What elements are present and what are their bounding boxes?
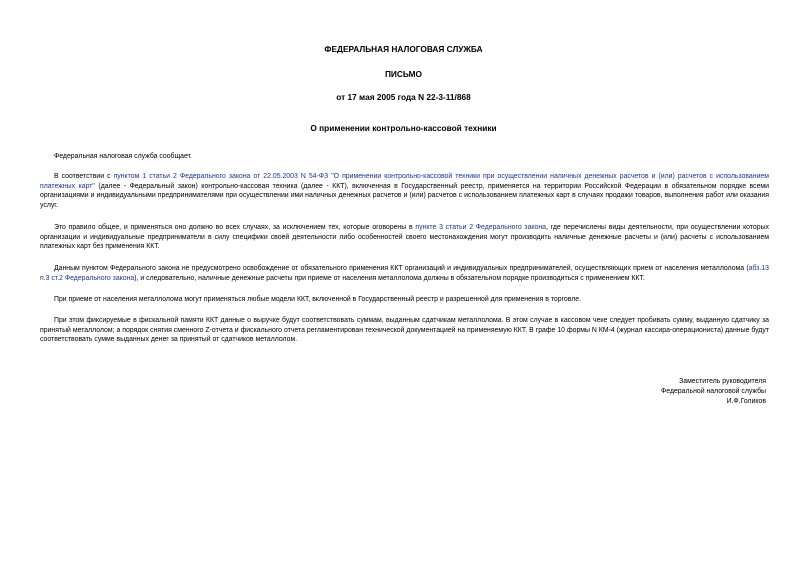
paragraph-scrap-metal — [40, 264, 769, 283]
law-link-article-2-point-1[interactable]: пунктом 1 статьи 2 Федерального закона от 22.05.2003 N 54-ФЗ "О применении контрольно-кассовой техники при осуществлении наличных денежных расчетов и (или) расчетов с использованием платежных карт" — [40, 173, 769, 190]
paragraph-text: Данным пунктом Федерального закона не предусмотрено освобождение от обязательного применения ККТ организаций и индивидуальных предпринимателей, осуществляющих прием от населения металлолома ( — [54, 265, 749, 272]
signature-name: И.Ф.Голиков — [726, 398, 766, 405]
signature-block — [661, 377, 766, 407]
paragraph-text: Это правило общее, и применяться оно должно во всех случаях, за исключением тех, которые оговорены в — [54, 224, 416, 231]
signature-position: Заместитель руководителя — [679, 378, 766, 385]
agency-title: ФЕДЕРАЛЬНАЯ НАЛОГОВАЯ СЛУЖБА — [324, 44, 483, 54]
law-link-paragraph-13[interactable]: абз.13 п.3 ст.2 Федерального закона — [40, 265, 769, 282]
document-subject: О применении контрольно-кассовой техники — [310, 123, 497, 133]
paragraph-text: , где перечислены виды деятельности, при осуществлении которых организации и индивидуальные предприниматели в силу специфики своей деятельности либо особенностей своего местонахождения могут производить наличные денежные расчеты и (или) расчеты с использованием платежных карт без применения ККТ. — [40, 224, 769, 251]
document-type: ПИСЬМО — [384, 69, 423, 79]
document-date-number: от 17 мая 2005 года N 22-3-11/868 — [336, 92, 471, 102]
paragraph-text: (далее - Федеральный закон) контрольно-кассовая техника (далее - ККТ), включенная в Государственный реестр, применяется на территории Российской Федерации в обязательном порядке всеми организациями и индивидуальными предпринимателями при осуществлении ими наличных денежных расчетов и (или) расчетов с использованием платежных карт в случаях продажи товаров, выполнения работ или оказания услуг. — [40, 182, 769, 209]
paragraph-models: При приеме от населения металлолома могут применяться любые модели ККТ, включенной в Государственный реестр и разрешенной для применения в торговле. — [54, 296, 582, 303]
law-link-article-2-point-3[interactable]: пункте 3 статьи 2 Федерального закона — [415, 224, 546, 231]
paragraph-general-rule — [40, 223, 769, 252]
paragraph-text: ), и следовательно, наличные денежные расчеты при приеме от населения металлолома должны в обязательном порядке производиться с применением ККТ. — [134, 274, 645, 282]
paragraph-fiscal-memory: При этом фиксируемые в фискальной памяти ККТ данные о выручке будут соответствовать суммам, выданным сдатчикам металлолома. В этом случае в кассовом чеке следует пробивать сумму, выданную сдатчику за принятый металлолом; а порядок снятия сменного Z-отчета и фискального отчета регламентирован технической документацией на применяемую ККТ. В графе 10 формы N КМ-4 (журнал кассира-операциониста) данные будут соответствовать сумме выданных денег за принятый от сдатчиков металлолом. — [40, 317, 769, 344]
paragraph-intro: Федеральная налоговая служба сообщает. — [54, 153, 192, 160]
paragraph-text: В соответствии с — [54, 173, 114, 180]
signature-organization: Федеральной налоговой службы — [661, 388, 766, 395]
paragraph-law-reference — [40, 172, 769, 210]
